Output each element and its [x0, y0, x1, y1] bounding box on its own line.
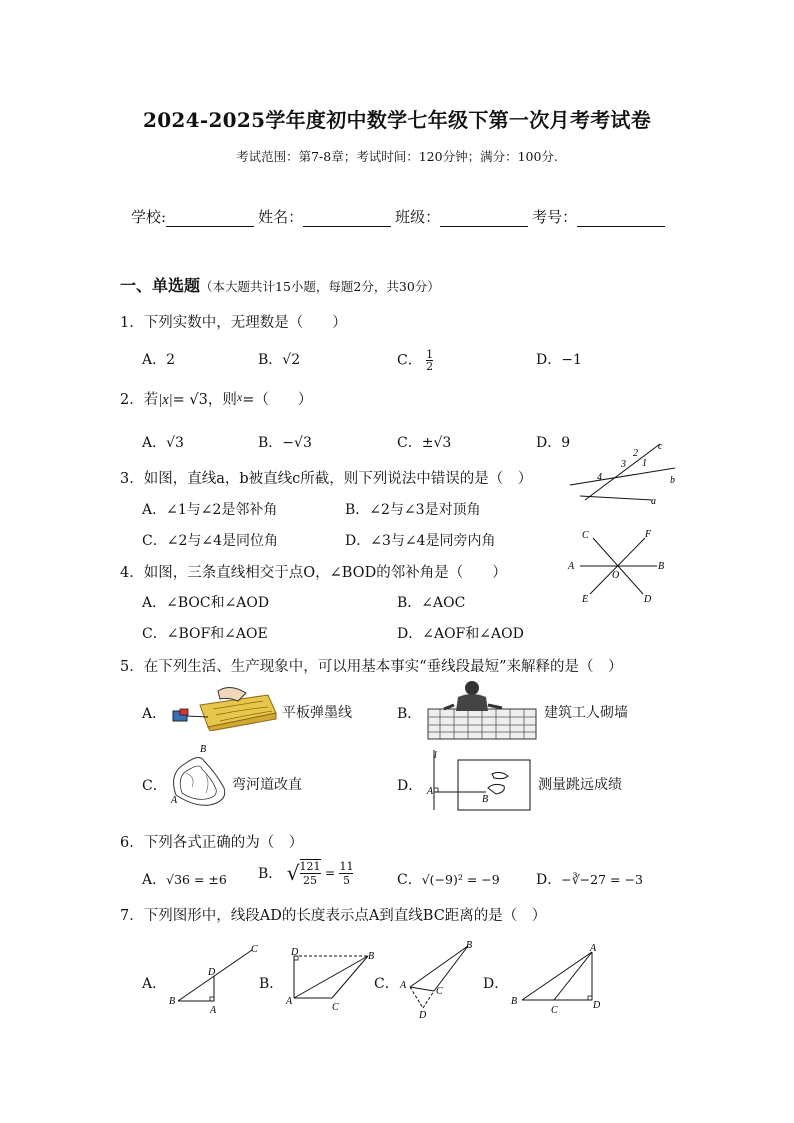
section-title: 一、单选题	[120, 276, 201, 295]
number-field[interactable]	[577, 211, 665, 227]
q7b-label-a: A	[286, 996, 293, 1007]
q3-label-1: 1	[642, 458, 647, 469]
q5-option-b-label: B．	[397, 706, 422, 722]
q7d-label-a: A	[590, 943, 597, 954]
q7c-label-a: A	[400, 980, 407, 991]
q5-option-c-text: 弯河道改直	[232, 777, 302, 793]
q3-option-b: B．∠2与∠3是对顶角	[345, 502, 481, 518]
q6-a-label: A．	[142, 872, 167, 888]
q4-label-b: B	[658, 561, 665, 572]
q2-x: x	[236, 390, 243, 404]
q7-stem: 7．下列图形中，线段AD的长度表示点A到直线BC距离的是（ ）	[120, 908, 547, 924]
q3-label-3: 3	[621, 459, 626, 470]
name-label: 姓名：	[258, 208, 304, 226]
q3-label-a: a	[651, 496, 656, 507]
q1-c-num: 1	[426, 348, 434, 361]
q5-stem: 5．在下列生活、生产现象中，可以用基本事实“垂线段最短”来解释的是（ ）	[120, 659, 623, 675]
q2-stem	[120, 388, 312, 409]
q6-option-d	[536, 869, 643, 889]
q4-label-e: E	[582, 594, 589, 605]
q7-option-a: A．	[142, 976, 167, 992]
q1-c-fraction	[426, 349, 433, 372]
section-note: （本大题共计15小题，每题2分，共30分）	[200, 279, 440, 294]
q4-stem: 4．如图，三条直线相交于点O，∠BOD的邻补角是（ ）	[120, 565, 507, 581]
q7c-label-d: D	[419, 1010, 427, 1021]
q1-b-prefix: B．	[258, 352, 283, 368]
q7a-label-c: C	[251, 944, 258, 955]
q4-label-f: F	[645, 529, 652, 540]
q7a-label-a: A	[210, 1005, 217, 1016]
q3-stem: 3．如图，直线a，b被直线c所截，则下列说法中错误的是（ ）	[120, 471, 533, 487]
class-field[interactable]	[440, 211, 528, 227]
jump-label-l: l	[434, 750, 437, 761]
q6-option-a	[142, 869, 227, 889]
jump-label-a: A	[427, 786, 434, 797]
q6-b-equals: =	[324, 866, 336, 880]
q3-line-a	[580, 496, 652, 500]
q7a-label-b: B	[169, 996, 176, 1007]
q1-c-prefix: C．	[397, 352, 422, 369]
q4-option-d: D．∠AOF和∠AOD	[397, 626, 524, 642]
q7a-label-d: D	[208, 967, 216, 978]
info-row	[131, 206, 669, 227]
river-label-b: B	[200, 744, 207, 755]
q3-option-c: C．∠2与∠4是同位角	[142, 533, 278, 549]
q7-figure-a	[164, 940, 264, 1018]
q2-option-b: B．−√3	[258, 435, 312, 451]
q3-line-b	[570, 468, 675, 485]
q3-label-b: b	[670, 475, 675, 486]
q1-option-a: A．2	[142, 352, 176, 368]
q7b-label-d: D	[291, 947, 299, 958]
q2-option-d: D．9	[536, 435, 571, 451]
q6-stem: 6．下列各式正确的为（ ）	[120, 835, 304, 851]
q6-b-rnum: 11	[339, 859, 354, 873]
q5-option-c-label: C．	[142, 778, 167, 794]
school-field[interactable]	[166, 211, 254, 227]
q1-option-c	[397, 349, 433, 372]
q7-figure-b	[280, 944, 380, 1016]
q7-figure-d	[506, 938, 610, 1016]
number-label: 考号：	[532, 208, 578, 226]
q1-stem: 1．下列实数中，无理数是（ ）	[120, 315, 347, 331]
bricklayer-illustration	[424, 679, 540, 741]
school-label: 学校:	[131, 208, 167, 226]
q2-eq: = √3，则	[172, 392, 237, 408]
long-jump-illustration	[424, 748, 534, 812]
q2-option-a: A．√3	[142, 435, 184, 451]
q1-option-b	[258, 349, 300, 369]
exam-subtitle: 考试范围：第7-8章；考试时间：120分钟；满分：100分.	[236, 149, 558, 164]
q4-figure	[565, 526, 670, 606]
carpenter-illustration	[168, 683, 278, 731]
class-label: 班级：	[395, 208, 441, 226]
q5-option-b-text: 建筑工人砌墙	[544, 705, 628, 721]
q7-option-b: B．	[259, 976, 284, 992]
q7b-label-b: B	[368, 951, 375, 962]
q1-c-den: 2	[426, 360, 434, 373]
q6-b-rden: 5	[342, 873, 350, 887]
q6-d-value: −∛−27 = −3	[561, 872, 643, 887]
section-heading	[120, 273, 440, 296]
q2-option-c: C．±√3	[397, 435, 452, 451]
q6-option-c	[397, 869, 500, 889]
q3-option-a: A．∠1与∠2是邻补角	[142, 502, 278, 518]
q7d-label-c: C	[551, 1005, 558, 1016]
q5-option-a-label: A．	[142, 706, 167, 722]
q6-d-label: D．	[536, 872, 562, 888]
q4-label-d: D	[644, 594, 652, 605]
q6-b-fraction	[300, 859, 321, 887]
q7d-label-b: B	[511, 996, 518, 1007]
q5-option-d-text: 测量跳远成绩	[538, 777, 622, 793]
q4-label-o: O	[612, 570, 620, 581]
name-field[interactable]	[303, 211, 391, 227]
q6-b-result	[339, 860, 353, 887]
q2-abs: |x|	[158, 392, 173, 408]
q6-c-label: C．	[397, 872, 422, 888]
river-label-a: A	[171, 795, 178, 806]
q1-b-value: √2	[282, 352, 301, 368]
q7-option-d: D．	[483, 976, 509, 992]
q7d-label-d: D	[593, 1000, 601, 1011]
q6-b-den: 25	[303, 874, 317, 887]
q7b-label-c: C	[332, 1002, 339, 1013]
q7c-label-b: B	[466, 940, 473, 951]
q4-label-a: A	[568, 561, 575, 572]
q4-label-c: C	[582, 530, 589, 541]
q6-a-value: √36 = ±6	[166, 872, 227, 887]
q3-figure	[560, 438, 685, 510]
q3-label-2: 2	[633, 448, 638, 459]
q6-b-num: 121	[299, 860, 321, 873]
q4-option-b: B．∠AOC	[397, 595, 466, 611]
q6-b-label: B．	[258, 866, 283, 882]
river-illustration	[166, 743, 232, 811]
q5-option-a-text: 平板弹墨线	[282, 705, 352, 721]
q7-figure-c	[396, 940, 478, 1022]
jump-label-b: B	[482, 794, 489, 805]
q7c-label-c: C	[436, 986, 443, 997]
q3-option-d: D．∠3与∠4是同旁内角	[345, 533, 496, 549]
q1-option-d: D．−1	[536, 352, 582, 368]
q3-label-4: 4	[597, 472, 602, 483]
q5-option-d-label: D．	[397, 778, 423, 794]
q4-option-a: A．∠BOC和∠AOD	[142, 595, 270, 611]
q2-end: =（ ）	[242, 392, 313, 408]
radical-icon: √	[286, 861, 300, 885]
q6-option-b	[258, 859, 353, 887]
q3-label-c: c	[658, 441, 663, 452]
page-title: 2024-2025学年度初中数学七年级下第一次月考考试卷	[142, 108, 652, 132]
q6-c-value: √(−9)² = −9	[421, 872, 500, 887]
q4-option-c: C．∠BOF和∠AOE	[142, 626, 268, 642]
q2-stem-a: 2．若	[120, 392, 159, 408]
q7-option-c: C．	[374, 976, 399, 992]
